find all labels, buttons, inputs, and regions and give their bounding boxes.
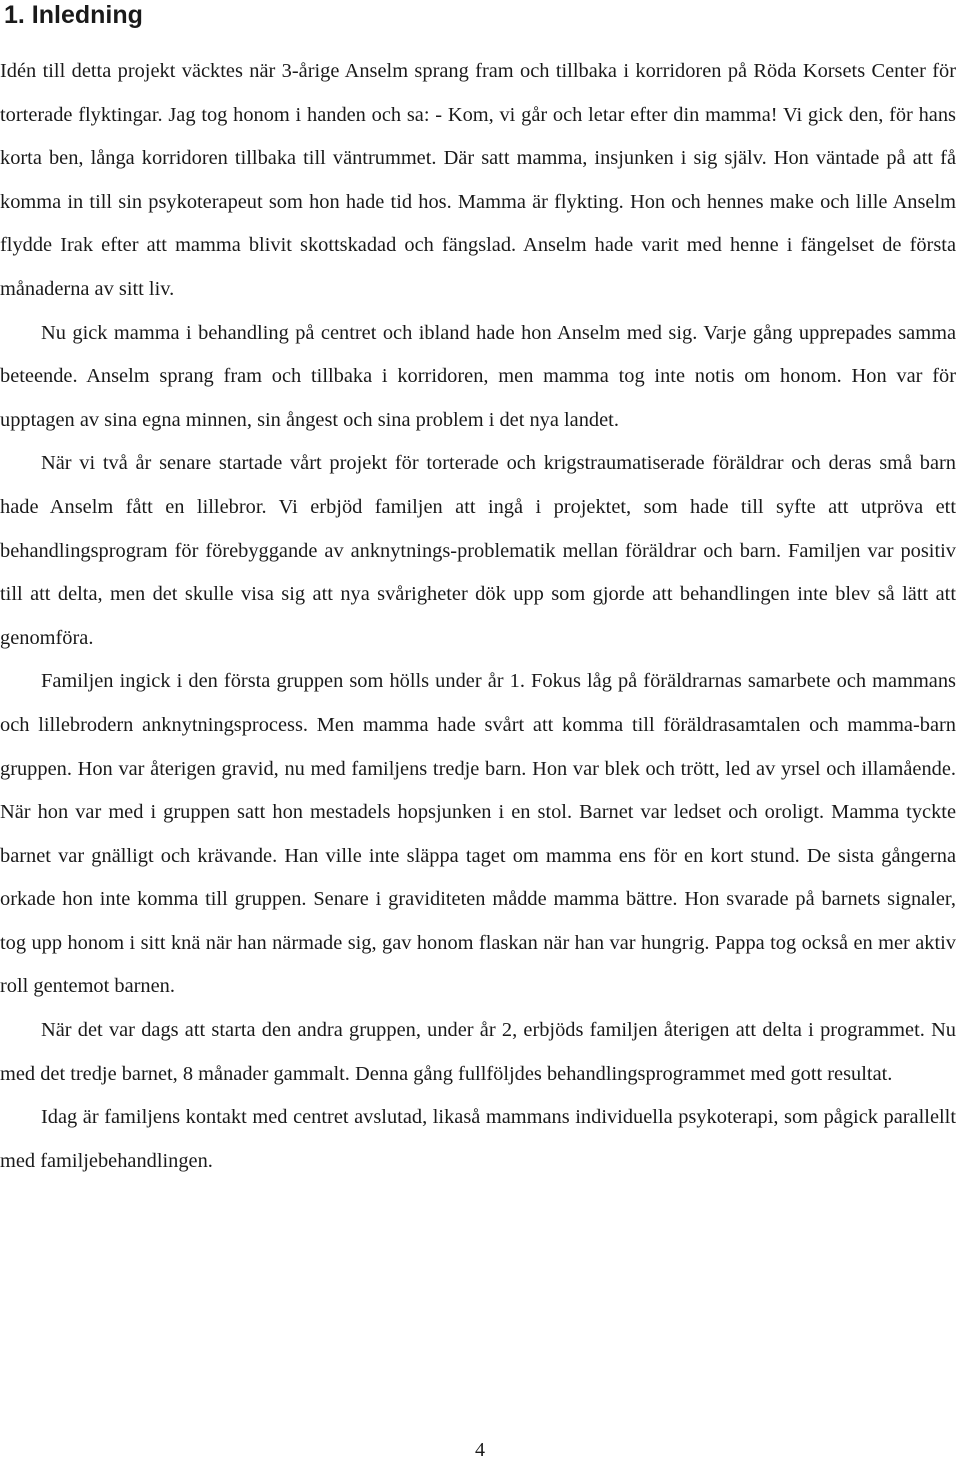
- page-number: 4: [475, 1439, 485, 1461]
- paragraph-4: Familjen ingick i den första gruppen som hölls under år 1. Fokus låg på föräldrarnas samarbete och mammans och lillebrodern anknytningsprocess. Men mamma hade svårt att komma till föräldrasamtalen och mamma-barn gruppen. Hon var återigen gravid, nu med familjens tredje barn. Hon var blek och trött, led av yrsel och illamående. När hon var med i gruppen satt hon mestadels hopsjunken i en stol. Barnet var ledset och oroligt. Mamma tyckte barnet var gnälligt och krävande. Han ville inte släppa taget om mamma ens för en kort stund. De sista gångerna orkade hon inte komma till gruppen. Senare i graviditeten mådde mamma bättre. Hon svarade på barnets signaler, tog upp honom i sitt knä när han närmade sig, gav honom flaskan när han var hungrig. Pappa tog också en mer aktiv roll gentemot barnen.: [0, 670, 956, 998]
- paragraph-3: När vi två år senare startade vårt projekt för torterade och krigstraumatiserade föräldrar och deras små barn hade Anselm fått en lillebror. Vi erbjöd familjen att ingå i projektet, som hade till syfte att utpröva ett behandlingsprogram för förebyggande av anknytnings-problematik mellan föräldrar och barn. Familjen var positiv till att delta, men det skulle visa sig att nya svårigheter dök upp som gjorde att behandlingen inte blev så lätt att genomföra.: [0, 452, 956, 649]
- body-text: [0, 50, 956, 1183]
- section-heading: 1. Inledning: [4, 1, 143, 29]
- paragraph-6: Idag är familjens kontakt med centret avslutad, likaså mammans individuella psykoterapi, som pågick parallellt med familjebehandlingen.: [0, 1106, 956, 1172]
- paragraph-2: Nu gick mamma i behandling på centret och ibland hade hon Anselm med sig. Varje gång upprepades samma beteende. Anselm sprang fram och tillbaka i korridoren, men mamma tog inte notis om honom. Hon var för upptagen av sina egna minnen, sin ångest och sina problem i det nya landet.: [0, 321, 956, 431]
- paragraph-5: När det var dags att starta den andra gruppen, under år 2, erbjöds familjen återigen att delta i programmet. Nu med det tredje barnet, 8 månader gammalt. Denna gång fullföljdes behandlingsprogrammet med gott resultat.: [0, 1019, 956, 1085]
- paragraph-1: Idén till detta projekt väcktes när 3-årige Anselm sprang fram och tillbaka i korridoren på Röda Korsets Center för torterade flyktingar. Jag tog honom i handen och sa: - Kom, vi går och letar efter din mamma! Vi gick den, för hans korta ben, långa korridoren tillbaka till väntrummet. Där satt mamma, insjunken i sig själv. Hon väntade på att få komma in till sin psykoterapeut som hon hade tid hos. Mamma är flykting. Hon och hennes make och lille Anselm flydde Irak efter att mamma blivit skottskadad och fängslad. Anselm hade varit med henne i fängelset de första månaderna av sitt liv.: [0, 60, 956, 300]
